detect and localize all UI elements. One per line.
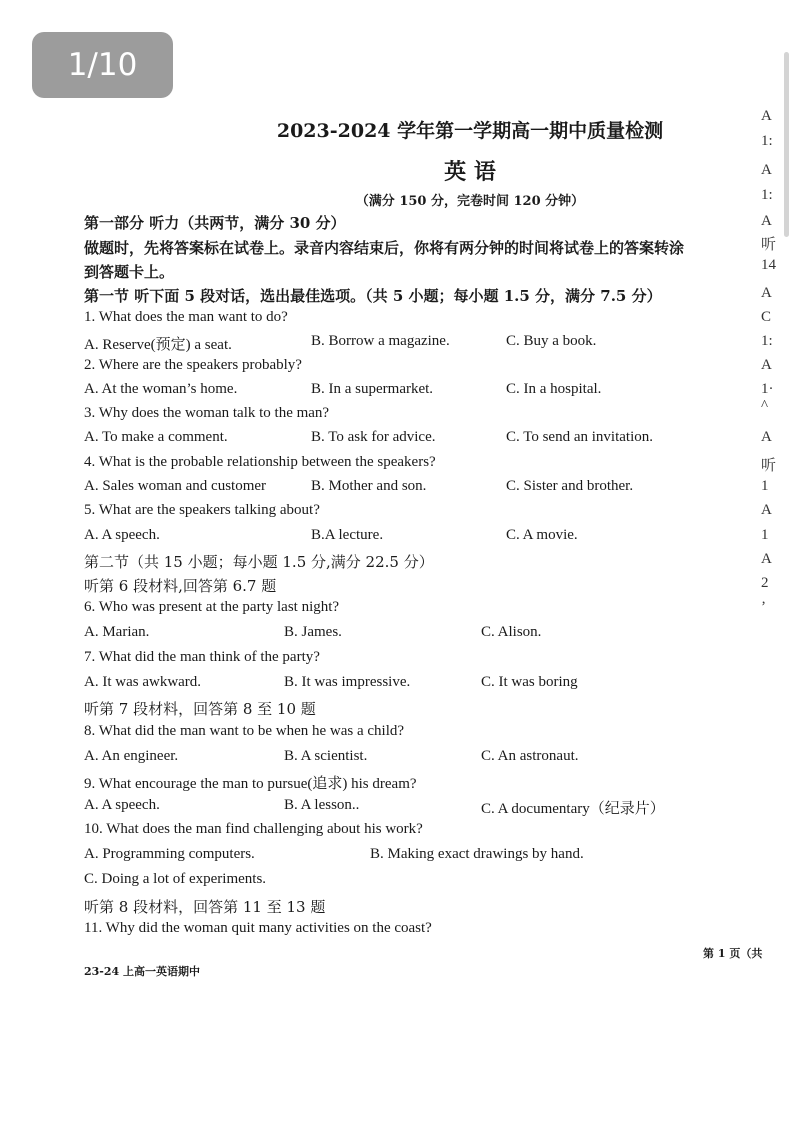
instruction-line: 到答题卡上。 <box>84 263 175 281</box>
option: C. It was boring <box>481 674 578 690</box>
option: B. Making exact drawings by hand. <box>370 846 584 862</box>
option: A. An engineer. <box>84 748 179 764</box>
option: B. Borrow a magazine. <box>311 333 450 349</box>
option: A. Sales woman and customer <box>84 478 267 494</box>
option: B. To ask for advice. <box>311 429 436 445</box>
edge-fragment: 1· <box>761 381 774 397</box>
question-stem: 6. Who was present at the party last night? <box>84 599 340 615</box>
section-heading: 第二节（共 15 小题；每小题 1.5 分,满分 22.5 分） <box>84 553 434 571</box>
option: C. To send an invitation. <box>506 429 653 445</box>
option: C. Buy a book. <box>506 333 597 349</box>
edge-fragment: A <box>761 108 772 124</box>
question-stem: 8. What did the man want to be when he was a child? <box>84 723 405 739</box>
question-stem: 4. What is the probable relationship between the speakers? <box>84 454 436 470</box>
edge-fragment: A <box>761 551 772 567</box>
material-instruction: 听第 8 段材料，回答第 11 至 13 题 <box>84 898 326 916</box>
option: C. Alison. <box>481 624 542 640</box>
page-indicator[interactable]: 1/10 <box>32 32 173 98</box>
option: C. A movie. <box>506 527 578 543</box>
question-stem: 3. Why does the woman talk to the man? <box>84 405 330 421</box>
option: A. A speech. <box>84 797 160 813</box>
section-heading: 第一节 听下面 5 段对话，选出最佳选项。（共 5 小题；每小题 1.5 分，满分 7.5 分） <box>84 287 662 305</box>
instruction-line: 做题时，先将答案标在试卷上。录音内容结束后，你将有两分钟的时间将试卷上的答案转涂 <box>84 239 685 257</box>
edge-fragment: 1: <box>761 133 773 149</box>
edge-fragment: 1 <box>761 478 769 494</box>
edge-fragment: ^ <box>761 398 769 414</box>
option: C. Sister and brother. <box>506 478 634 494</box>
option: A. A speech. <box>84 527 160 543</box>
edge-fragment: 1: <box>761 187 773 203</box>
option: B. Mother and son. <box>311 478 427 494</box>
option: B. James. <box>284 624 342 640</box>
option: C. In a hospital. <box>506 381 602 397</box>
edge-fragment: A <box>761 162 772 178</box>
question-stem: 2. Where are the speakers probably? <box>84 357 302 373</box>
scrollbar-thumb[interactable] <box>784 52 789 237</box>
question-stem: 1. What does the man want to do? <box>84 309 288 325</box>
edge-fragment: 14 <box>761 257 776 273</box>
option: C. Doing a lot of experiments. <box>84 871 267 887</box>
option: A. Marian. <box>84 624 150 640</box>
edge-fragment: A <box>761 285 772 301</box>
option: A. It was awkward. <box>84 674 202 690</box>
option: C. A documentary（纪录片） <box>481 801 665 817</box>
edge-fragment: 听 <box>761 237 777 253</box>
edge-fragment: 1: <box>761 333 773 349</box>
page-number: 第 1 页（共 <box>703 947 763 960</box>
edge-fragment: 1 <box>761 527 769 543</box>
option: B. In a supermarket. <box>311 381 434 397</box>
question-stem: 5. What are the speakers talking about? <box>84 502 320 518</box>
option: A. To make a comment. <box>84 429 228 445</box>
question-stem: 11. Why did the woman quit many activities on the coast? <box>84 920 432 936</box>
option: C. An astronaut. <box>481 748 579 764</box>
question-stem: 9. What encourage the man to pursue(追求) his dream? <box>84 776 417 792</box>
exam-name-footer: 23-24 上高一英语期中 <box>84 965 201 978</box>
question-stem: 7. What did the man think of the party? <box>84 649 320 665</box>
edge-fragment: 听 <box>761 458 777 474</box>
edge-fragment: A <box>761 357 772 373</box>
edge-fragment: C <box>761 309 772 325</box>
edge-fragment: A <box>761 502 772 518</box>
edge-fragment: 2 <box>761 575 769 591</box>
part-heading: 第一部分 听力（共两节，满分 30 分） <box>84 214 346 232</box>
subject-title: 英 语 <box>444 159 496 185</box>
option: B.A lecture. <box>311 527 384 543</box>
edge-fragment: ’ <box>761 599 766 615</box>
material-instruction: 听第 6 段材料,回答第 6.7 题 <box>84 577 277 595</box>
material-instruction: 听第 7 段材料，回答第 8 至 10 题 <box>84 700 316 718</box>
option: B. A lesson.. <box>284 797 360 813</box>
edge-fragment: A <box>761 213 772 229</box>
question-stem: 10. What does the man find challenging about his work? <box>84 821 423 837</box>
edge-fragment: A <box>761 429 772 445</box>
option: B. It was impressive. <box>284 674 411 690</box>
score-time-note: （满分 150 分，完卷时间 120 分钟） <box>355 194 585 209</box>
option: A. Programming computers. <box>84 846 255 862</box>
option: A. Reserve(预定) a seat. <box>84 337 232 353</box>
exam-title: 2023-2024 学年第一学期高一期中质量检测 <box>276 120 664 142</box>
option: B. A scientist. <box>284 748 368 764</box>
option: A. At the woman’s home. <box>84 381 238 397</box>
